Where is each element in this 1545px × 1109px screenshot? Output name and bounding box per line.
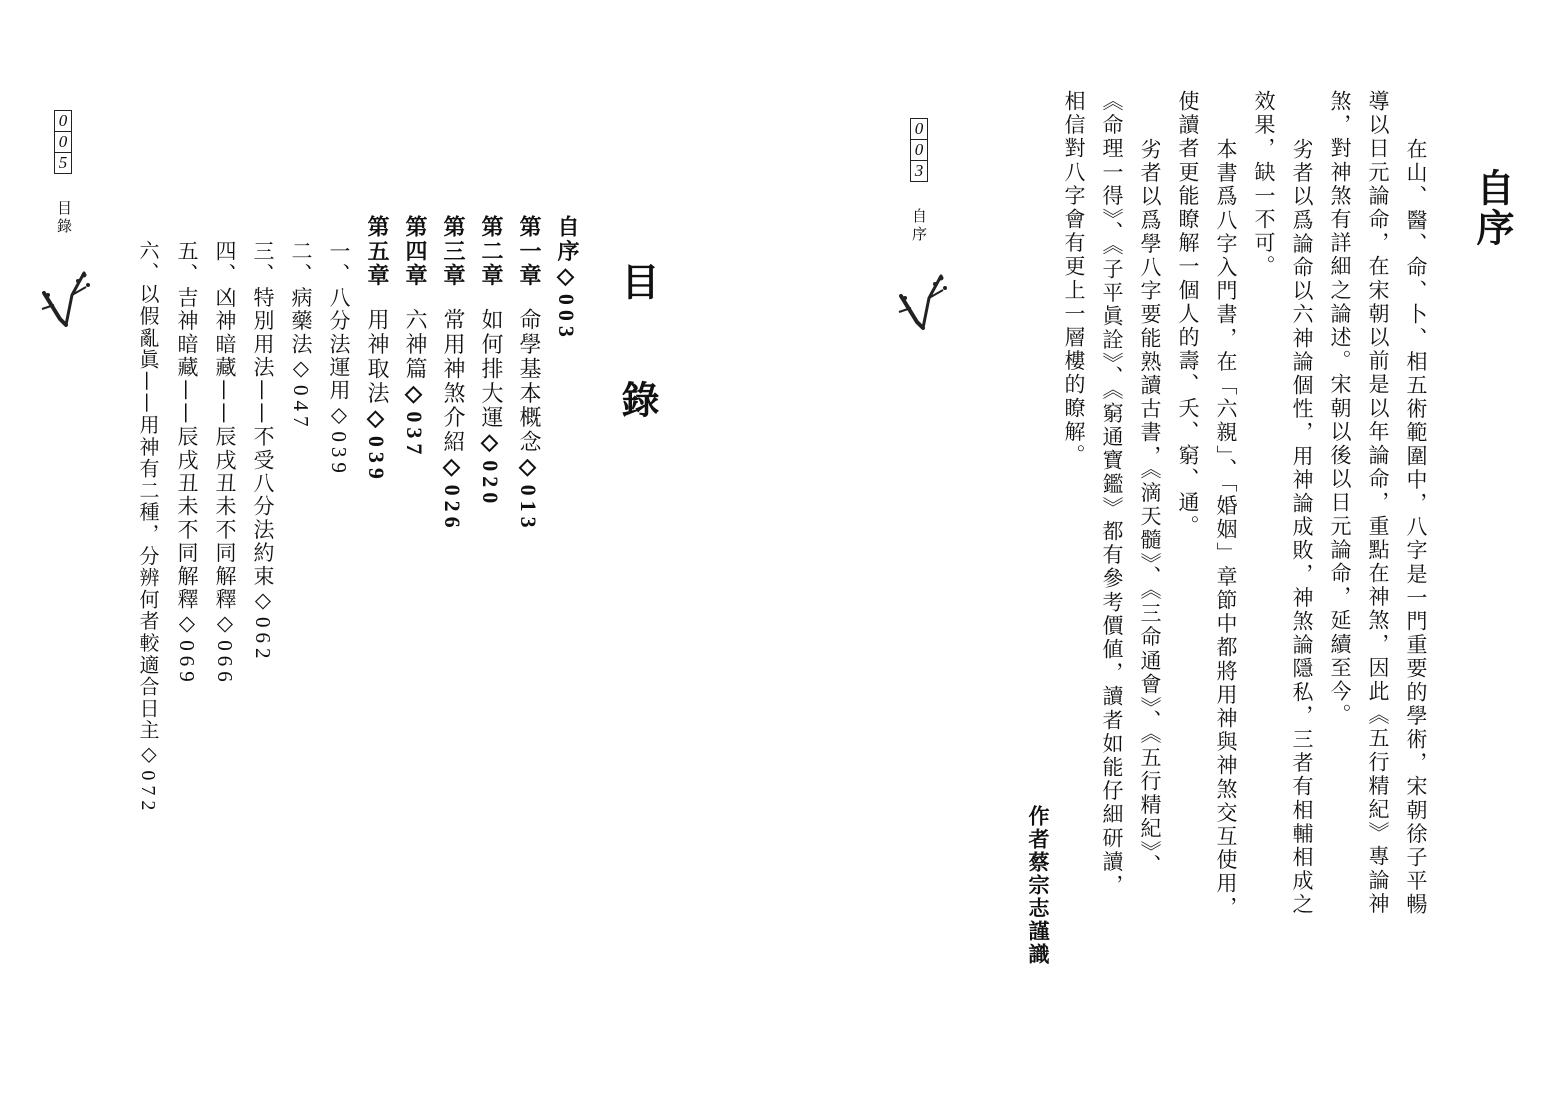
- toc-subentry-label: 六、: [136, 240, 160, 284]
- toc-entry: [365, 215, 387, 484]
- toc-entry-label: 第二章: [478, 215, 503, 289]
- author-signature: 作者蔡宗志謹識: [1026, 805, 1050, 966]
- toc-subentry-title: 凶神暗藏——辰戌丑未不同解釋: [213, 286, 237, 612]
- toc-entry-title: 命學基本概念: [516, 308, 541, 455]
- toc-entry-label: 第五章: [364, 215, 389, 289]
- page-number: [54, 110, 72, 173]
- toc-subentry-title: 八分法運用: [327, 286, 351, 403]
- toc-entry: [555, 215, 577, 342]
- toc-subentry-label: 五、: [175, 240, 199, 287]
- toc-subentry-page: ◇066: [213, 611, 237, 687]
- toc-entry: [517, 215, 539, 533]
- page-number: [910, 118, 928, 181]
- toc-entry-title: 用神取法: [364, 308, 389, 406]
- toc-entry-label: 自序: [554, 215, 579, 264]
- toc-entry-page: ◇037: [402, 381, 427, 460]
- toc-subentry-title: 吉神暗藏——辰戌丑未不同解釋: [175, 286, 199, 612]
- running-header: 自序: [910, 208, 928, 244]
- toc-entry-title: 六神篇: [402, 308, 427, 382]
- page-number-digit: 0: [910, 139, 928, 161]
- toc-subentry-label: 三、: [251, 240, 275, 287]
- preface-page: [775, 0, 1545, 1109]
- toc-entry-page: ◇003: [554, 263, 579, 342]
- toc-heading: [615, 380, 659, 436]
- toc-subentry-page: ◇069: [175, 611, 199, 687]
- toc-subentry-page: ◇039: [327, 402, 351, 478]
- toc-subentry-page: ◇062: [251, 588, 275, 664]
- toc-heading-char: 目: [615, 262, 659, 318]
- page-number-digit: 0: [54, 131, 72, 153]
- toc-entry-title: 如何排大運: [478, 308, 503, 431]
- toc-subentry: [252, 240, 273, 664]
- toc-subentry-page: ◇047: [289, 356, 313, 432]
- preface-paragraph-line: 使讀者更能瞭解一個人的壽、夭、窮、通。: [1176, 90, 1200, 539]
- plum-blossom-icon: [36, 265, 96, 335]
- toc-heading: [615, 262, 659, 318]
- toc-entry-title: 常用神煞介紹: [440, 308, 465, 455]
- toc-subentry-title: 病藥法: [289, 286, 313, 357]
- toc-subentry-label: 一、: [327, 240, 351, 287]
- toc-entry: [479, 215, 501, 508]
- preface-paragraph-line: 導以日元論命，在宋朝以前是以年論命，重點在神煞，因此《五行精紀》專論神: [1366, 90, 1390, 916]
- preface-paragraph-line: 在山、醫、命、卜、相五術範圍中，八字是一門重要的學術，宋朝徐子平暢: [1404, 138, 1428, 917]
- toc-entry-page: ◇013: [516, 454, 541, 533]
- page-number-digit: 3: [910, 160, 928, 182]
- preface-paragraph-line: 相信對八字會有更上一層樓的瞭解。: [1062, 90, 1086, 468]
- preface-paragraph-line: 本書爲八字入門書，在「六親」、「婚姻」章節中都將用神與神煞交互使用，: [1214, 138, 1238, 920]
- toc-subentry-label: 四、: [213, 240, 237, 287]
- preface-paragraph-line: 《命理一得》、《子平眞詮》、《窮通寶鑑》都有參考價値，讀者如能仔細研讀，: [1100, 90, 1124, 898]
- preface-paragraph-line: 效果，缺一不可。: [1252, 90, 1276, 279]
- page-number-digit: 0: [54, 110, 72, 132]
- preface-paragraph-line: 劣者以爲學八字要能熟讀古書，《滴天髓》、《三命通會》、《五行精紀》、: [1138, 138, 1162, 878]
- toc-entry-label: 第一章: [516, 215, 541, 289]
- toc-heading-char: 錄: [615, 380, 659, 436]
- toc-entry-page: ◇039: [364, 405, 389, 484]
- toc-subentry-page: ◇072: [137, 741, 159, 816]
- toc-entry-page: ◇026: [440, 454, 465, 533]
- toc-subentry: [290, 240, 311, 432]
- toc-subentry: [328, 240, 349, 478]
- preface-paragraph-line: 煞，對神煞有詳細之論述。宋朝以後以日元論命，延續至今。: [1328, 90, 1352, 728]
- toc-subentry-label: 二、: [289, 240, 313, 287]
- toc-subentry-title: 以假亂眞——用神有二種，分辨何者較適合日主: [136, 283, 160, 742]
- toc-entry: [441, 215, 463, 533]
- page-number-digit: 5: [54, 152, 72, 174]
- toc-entry: [403, 215, 425, 459]
- toc-entry-page: ◇020: [478, 430, 503, 509]
- running-header: 目錄: [55, 200, 73, 236]
- toc-subentry: [214, 240, 235, 687]
- page-number-digit: 0: [910, 118, 928, 140]
- toc-subentry: [138, 240, 158, 815]
- toc-subentry-title: 特別用法——不受八分法約束: [251, 286, 275, 589]
- plum-blossom-icon: [893, 268, 953, 338]
- toc-page: [0, 0, 770, 1109]
- toc-entry-label: 第四章: [402, 215, 427, 289]
- toc-entry-label: 第三章: [440, 215, 465, 289]
- preface-paragraph-line: 劣者以爲論命以六神論個性，用神論成敗，神煞論隱私，三者有相輔相成之: [1290, 138, 1314, 917]
- toc-subentry: [176, 240, 197, 687]
- preface-heading: 自序: [1470, 168, 1514, 248]
